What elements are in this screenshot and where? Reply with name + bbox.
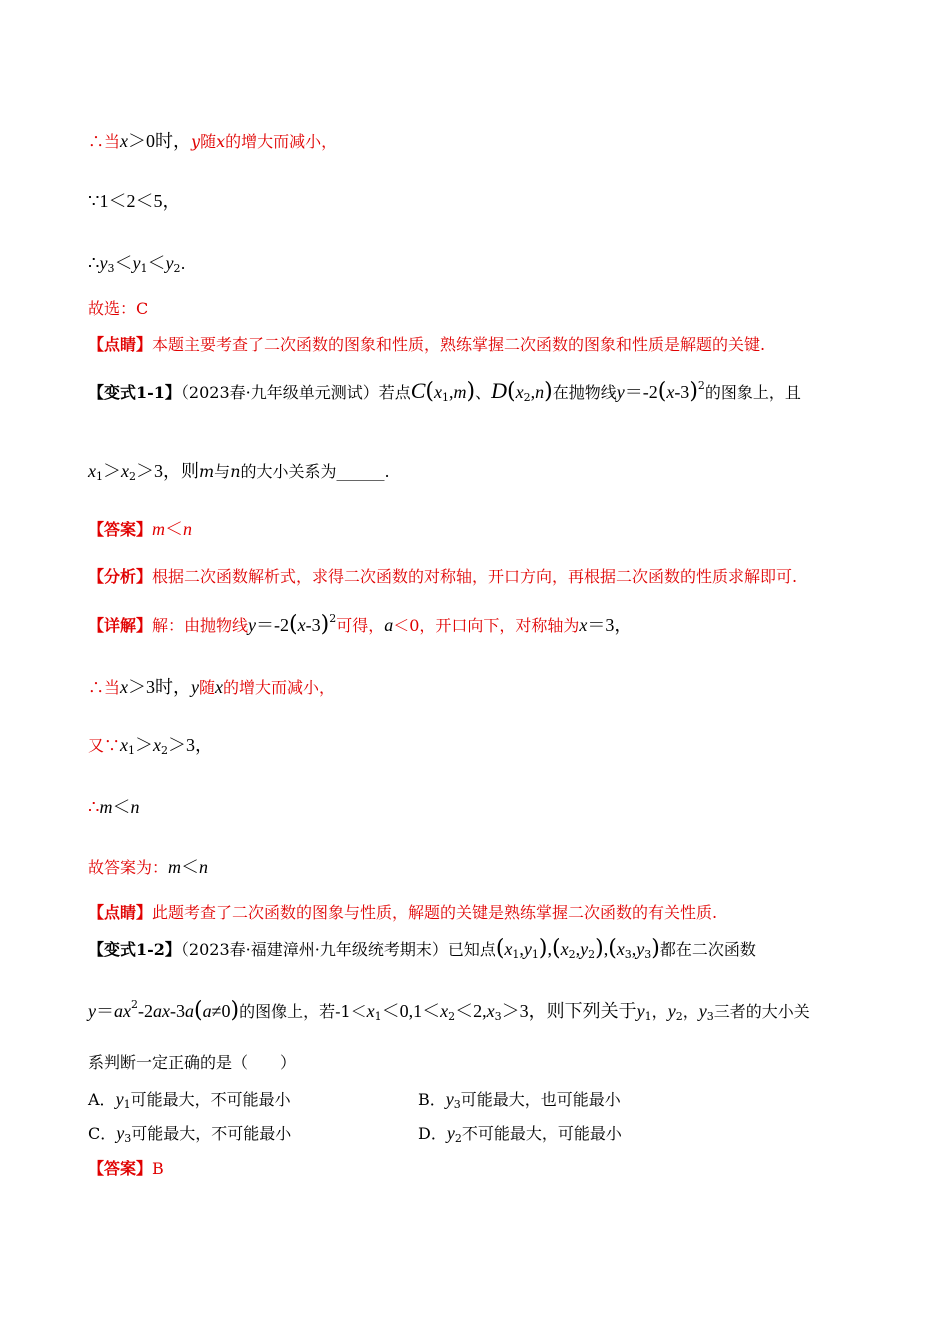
analysis-1-1: 【分析】根据二次函数解析式，求得二次函数的对称轴，开口方向，再根据二次函数的性质求解即可.	[88, 567, 798, 586]
option-c[interactable]: C．$y_3$可能最大，不可能最小	[88, 1123, 292, 1145]
solution-line-2: ∵1＜2＜5，	[88, 191, 181, 211]
step-line-2: 又$\because x_1>x_2>3$，	[88, 735, 214, 757]
step-line-3: ∴m＜n	[88, 797, 140, 817]
note-line-1: 【点睛】本题主要考查了二次函数的图象和性质，熟练掌握二次函数的图象和性质是解题的关键.	[88, 335, 766, 354]
answer-1-1: 【答案】m＜n	[88, 519, 193, 539]
option-d[interactable]: D．$y_2$不可能最大，可能最小	[418, 1123, 622, 1145]
solution-line-3: $\therefore y_3<y_1<y_2$.	[88, 253, 186, 275]
variant-1-2-condition: $y=ax^2-2ax-3a(a\ne 0)$的图像上，若$-1<x_1<0,1<x_2<2,x_3>3$，则下列关于$y_1$，$y_2$，$y_3$三者的大小关	[88, 998, 810, 1023]
step-line-1: ∴当x＞3时，y随x的增大而减小，	[88, 677, 336, 697]
option-b[interactable]: B．$y_3$可能最大，也可能最小	[418, 1089, 621, 1111]
option-a[interactable]: A．$y_1$可能最大，不可能最小	[88, 1089, 291, 1111]
note-line-2: 【点睛】此题考查了二次函数的图象与性质，解题的关键是熟练掌握二次函数的有关性质.	[88, 903, 718, 922]
variant-1-2-tail: 系判断一定正确的是（ ）	[88, 1053, 297, 1072]
variant-1-1-question: 【变式1-1】（2023春·九年级单元测试）若点$C(x_1,m)$、$D(x_2,n)$在抛物线$y=-2(x-3)^2$的图象上，且	[88, 378, 801, 404]
answer-choice-line: 故选：C	[88, 299, 149, 318]
answer-1-2: 【答案】B	[88, 1159, 164, 1178]
detail-1-1: 【详解】解：由抛物线$y=-2(x-3)^2$可得，a＜0，开口向下，对称轴为x＝3，	[88, 612, 633, 637]
variant-1-1-condition: $x_1>x_2>3$，则m与n的大小关系为______.	[88, 461, 390, 483]
step-line-4: 故答案为：m＜n	[88, 857, 209, 877]
variant-1-2-question: 【变式1-2】（2023春·福建漳州·九年级统考期末）已知点$(x_1,y_1),(x_2,y_2),(x_3,y_3)$都在二次函数	[88, 936, 756, 961]
solution-line-1: ∴当x＞0时，y随x的增大而减小，	[88, 131, 338, 151]
